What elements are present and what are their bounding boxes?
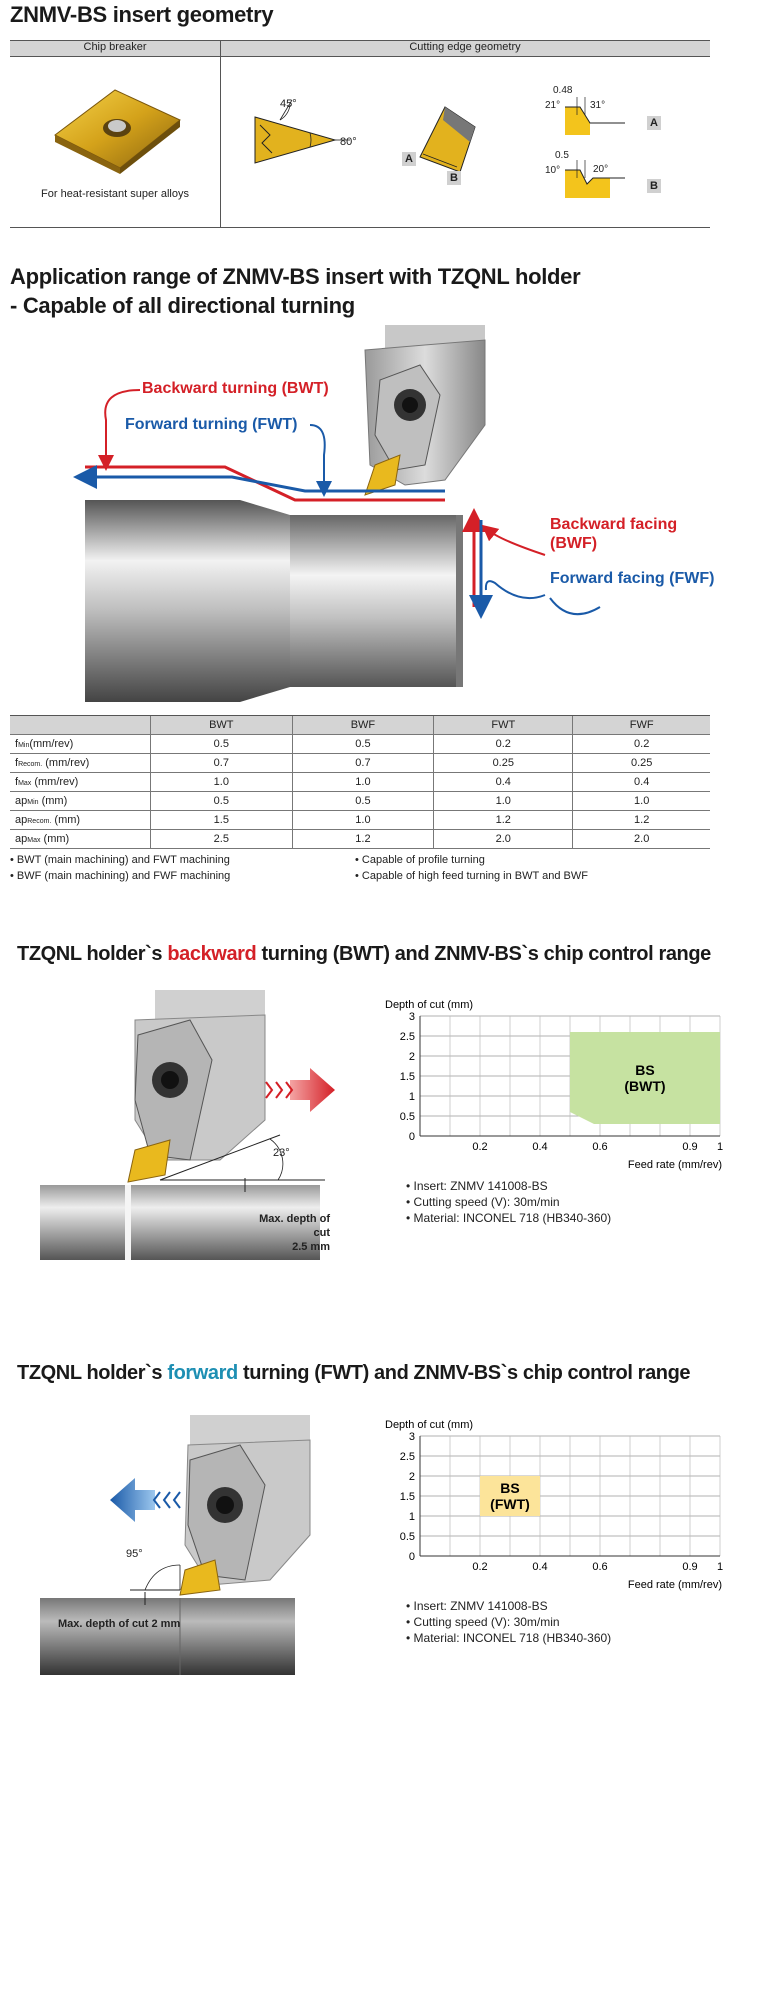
row-label	[10, 811, 151, 830]
row-symbol: ap	[15, 833, 28, 845]
bwt-bullet: • Cutting speed (V): 30m/min	[406, 1195, 560, 1209]
fwt-chip-control-chart	[385, 1416, 725, 1601]
label-bwf-line2: (BWF)	[550, 535, 598, 552]
bwt-bullet: • Insert: ZNMV 141008-BS	[406, 1179, 548, 1193]
row-symbol: f	[15, 738, 19, 750]
column-divider	[220, 40, 221, 228]
table-row	[10, 735, 710, 754]
fwt-title	[17, 1362, 690, 1385]
detail-a-left-angle: 21°	[545, 100, 561, 111]
workpiece-large-diameter	[85, 500, 290, 702]
fwt-bullet: • Material: INCONEL 718 (HB340-360)	[406, 1631, 612, 1645]
table-cell: 2.0	[434, 830, 573, 849]
bwt-angle: 23°	[273, 1147, 290, 1159]
bwt-bullets	[406, 1178, 611, 1226]
x-tick-label: 0.9	[682, 1141, 698, 1153]
fwt-illustration	[40, 1415, 380, 1675]
chart-ylabel: Depth of cut (mm)	[385, 1419, 474, 1431]
y-tick-label: 1	[408, 1091, 415, 1103]
detail-a-width: 0.48	[553, 85, 573, 96]
bwt-depth-line1: Max. depth of cut	[259, 1213, 330, 1239]
table-cell: 0.4	[573, 773, 710, 792]
row-label	[10, 735, 151, 754]
row-symbol: ap	[15, 795, 28, 807]
header-cell	[10, 716, 151, 735]
chip-caption: For heat-resistant super alloys	[41, 188, 189, 200]
geometry-title: ZNMV-BS insert geometry	[10, 2, 274, 27]
y-tick-label: 3	[408, 1431, 415, 1443]
table-row	[10, 811, 710, 830]
row-subscript: Max	[27, 837, 41, 844]
x-tick-label: 0.2	[472, 1561, 488, 1573]
x-tick-label: 0.4	[532, 1141, 548, 1153]
fwt-bullet: • Cutting speed (V): 30m/min	[406, 1615, 560, 1629]
row-symbol: f	[15, 776, 19, 788]
edge-ab-illustration	[415, 102, 485, 177]
table-cell: 1.0	[292, 811, 434, 830]
insert-image	[45, 80, 190, 175]
row-unit: (mm/rev)	[31, 776, 79, 788]
table-row	[10, 754, 710, 773]
x-tick-label: 0.6	[592, 1141, 608, 1153]
note-3: • Capable of profile turning	[355, 854, 485, 866]
row-label	[10, 830, 151, 849]
table-cell: 0.25	[573, 754, 710, 773]
table-cell: 1.2	[434, 811, 573, 830]
table-cell: 0.5	[151, 792, 293, 811]
bwt-title	[17, 943, 711, 966]
label-fwf: Forward facing (FWF)	[550, 570, 715, 587]
table-cell: 1.0	[292, 773, 434, 792]
row-subscript: Min	[27, 799, 39, 806]
fwt-depth: Max. depth of cut 2 mm	[58, 1618, 181, 1630]
table-cell: 0.7	[292, 754, 434, 773]
row-symbol: f	[15, 757, 19, 769]
table-cell: 1.0	[151, 773, 293, 792]
row-subscript: Recom.	[27, 818, 52, 825]
workpiece-small-diameter	[290, 515, 458, 687]
fwt-title-post: turning (FWT) and ZNMV-BS`s chip control range	[237, 1362, 691, 1384]
detail-b-width: 0.5	[555, 150, 569, 161]
row-subscript: Recom.	[18, 761, 43, 768]
x-tick-label: 0.4	[532, 1561, 548, 1573]
label-bwt: Backward turning (BWT)	[142, 380, 329, 397]
application-title-line2: - Capable of all directional turning	[10, 293, 355, 318]
table-cell: 1.0	[434, 792, 573, 811]
table-bottom-rule	[10, 227, 710, 228]
y-tick-label: 1.5	[399, 1491, 415, 1503]
bwt-depth-line2: 2.5 mm	[292, 1241, 330, 1253]
table-cell: 0.25	[434, 754, 573, 773]
note-4: • Capable of high feed turning in BWT and BWF	[355, 870, 588, 882]
row-symbol: ap	[15, 814, 28, 826]
col-chip-breaker: Chip breaker	[83, 41, 147, 53]
bwt-bullet: • Material: INCONEL 718 (HB340-360)	[406, 1211, 612, 1225]
header-cell: FWT	[434, 716, 573, 735]
note-1: • BWT (main machining) and FWT machining	[10, 854, 230, 866]
row-label	[10, 792, 151, 811]
row-subscript: Max	[18, 780, 32, 787]
bwt-depth	[240, 1212, 330, 1254]
header-cell: BWF	[292, 716, 434, 735]
geometry-table	[10, 40, 710, 228]
table-cell: 0.2	[573, 735, 710, 754]
detail-b-right-angle: 20°	[593, 164, 609, 175]
note-2: • BWF (main machining) and FWF machining	[10, 870, 231, 882]
row-unit: (mm/rev)	[42, 757, 90, 769]
table-cell: 0.7	[151, 754, 293, 773]
bwt-title-post: turning (BWT) and ZNMV-BS`s chip control range	[256, 943, 711, 965]
table-cell: 1.2	[292, 830, 434, 849]
fwt-title-highlight: forward	[167, 1362, 238, 1384]
region-sub: (BWT)	[624, 1078, 666, 1094]
table-row	[10, 792, 710, 811]
y-tick-label: 2.5	[399, 1451, 415, 1463]
detail-b-tag: B	[647, 179, 661, 193]
fwt-angle: 95°	[126, 1548, 143, 1560]
bwt-title-highlight: backward	[167, 943, 257, 965]
application-title-line1: Application range of ZNMV-BS insert with TZQNL holder	[10, 264, 581, 289]
fwt-bullets	[406, 1598, 611, 1646]
table-cell: 0.2	[434, 735, 573, 754]
label-bwf-line1: Backward facing	[550, 516, 678, 533]
table-cell: 1.0	[573, 792, 710, 811]
table-header-row	[10, 716, 710, 735]
region-name: BS	[635, 1062, 655, 1078]
region-sub: (FWT)	[490, 1496, 530, 1512]
angle-80-label: 80°	[340, 136, 357, 148]
parameter-table	[10, 715, 710, 849]
table-cell: 0.4	[434, 773, 573, 792]
x-tick-label: 1	[716, 1141, 724, 1153]
y-tick-label: 2	[408, 1051, 415, 1063]
table-cell: 1.5	[151, 811, 293, 830]
x-tick-label: 0.2	[472, 1141, 488, 1153]
detail-b-left-angle: 10°	[545, 165, 561, 176]
label-a: A	[402, 152, 416, 166]
table-cell: 2.0	[573, 830, 710, 849]
header-cell: BWT	[151, 716, 293, 735]
col-cutting-edge: Cutting edge geometry	[409, 41, 521, 53]
table-cell: 1.2	[573, 811, 710, 830]
row-unit: (mm)	[38, 795, 68, 807]
y-tick-label: 1.5	[399, 1071, 415, 1083]
row-subscript: Min	[18, 742, 30, 749]
table-row	[10, 830, 710, 849]
bwt-chip-control-chart	[385, 996, 725, 1181]
table-cell: 2.5	[151, 830, 293, 849]
row-label	[10, 773, 151, 792]
y-tick-label: 0.5	[399, 1531, 415, 1543]
header-cell: FWF	[573, 716, 710, 735]
label-b: B	[447, 171, 461, 185]
table-cell: 0.5	[292, 735, 434, 754]
chart-ylabel: Depth of cut (mm)	[385, 999, 474, 1011]
y-tick-label: 0	[408, 1131, 415, 1143]
x-tick-label: 0.6	[592, 1561, 608, 1573]
bwt-title-pre: TZQNL holder`s	[17, 943, 168, 965]
table-row	[10, 773, 710, 792]
region-name: BS	[500, 1480, 520, 1496]
y-tick-label: 2.5	[399, 1031, 415, 1043]
row-unit: (mm)	[51, 814, 81, 826]
application-title	[10, 262, 580, 320]
y-tick-label: 3	[408, 1011, 415, 1023]
table-cell: 0.5	[292, 792, 434, 811]
x-tick-label: 1	[716, 1561, 724, 1573]
detail-a-right-angle: 31°	[590, 100, 606, 111]
row-label	[10, 754, 151, 773]
y-tick-label: 0	[408, 1551, 415, 1563]
y-tick-label: 1	[408, 1511, 415, 1523]
chart-xlabel: Feed rate (mm/rev)	[627, 1159, 722, 1171]
chart-xlabel: Feed rate (mm/rev)	[627, 1579, 722, 1591]
y-tick-label: 0.5	[399, 1111, 415, 1123]
label-bwf	[550, 515, 677, 553]
row-unit: (mm/rev)	[29, 738, 74, 750]
table-cell: 0.5	[151, 735, 293, 754]
row-unit: (mm)	[40, 833, 70, 845]
label-fwt: Forward turning (FWT)	[125, 416, 298, 433]
x-tick-label: 0.9	[682, 1561, 698, 1573]
y-tick-label: 2	[408, 1471, 415, 1483]
fwt-bullet: • Insert: ZNMV 141008-BS	[406, 1599, 548, 1613]
angle-45-label: 45°	[280, 98, 297, 110]
detail-a-tag: A	[647, 116, 661, 130]
fwt-title-pre: TZQNL holder`s	[17, 1362, 168, 1384]
